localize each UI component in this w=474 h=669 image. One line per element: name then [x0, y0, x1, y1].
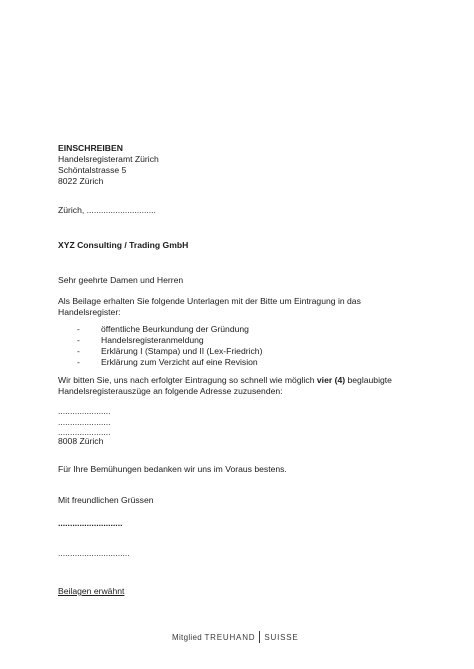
address-line-3: ...................... — [58, 427, 111, 437]
request-quantity: vier (4) — [316, 375, 346, 385]
list-dash: - — [77, 324, 80, 334]
recipient-city: 8022 Zürich — [58, 176, 104, 186]
intro-line-1: Als Beilage erhalten Sie folgende Unterlagen mit der Bitte um Eintragung in das — [58, 296, 361, 306]
registered-mail-label: EINSCHREIBEN — [58, 143, 123, 153]
enclosures-note: Beilagen erwähnt — [58, 586, 125, 596]
request-text-start: Wir bitten Sie, uns nach erfolgter Eintragung so schnell wie möglich — [58, 375, 317, 385]
thanks-line: Für Ihre Bemühungen bedanken wir uns im Voraus bestens. — [58, 464, 287, 474]
list-item-text: Erklärung I (Stampa) und II (Lex-Friedrich) — [101, 346, 263, 356]
request-line-1 — [58, 375, 392, 386]
footer-membership — [172, 631, 299, 643]
address-city: 8008 Zürich — [58, 436, 104, 446]
request-text-end: beglaubigte — [345, 375, 392, 385]
list-dash: - — [77, 357, 80, 367]
recipient-name: Handelsregisteramt Zürich — [58, 154, 159, 164]
recipient-street: Schöntalstrasse 5 — [58, 165, 127, 175]
intro-line-2: Handelsregister: — [58, 307, 121, 317]
footer-member-label: Mitglied — [172, 633, 202, 642]
list-item-text: öffentliche Beurkundung der Gründung — [101, 324, 249, 334]
salutation: Sehr geehrte Damen und Herren — [58, 275, 184, 285]
address-line-2: ...................... — [58, 417, 111, 427]
place-date-line: Zürich, ............................. — [58, 205, 156, 215]
footer-brand-left: TREUHAND — [204, 633, 256, 642]
list-item-text: Erklärung zum Verzicht auf eine Revision — [101, 357, 258, 367]
signature-line-2: .............................. — [58, 548, 130, 558]
signature-line-1: ........................... — [58, 518, 123, 528]
closing: Mit freundlichen Grüssen — [58, 495, 154, 505]
company-name: XYZ Consulting / Trading GmbH — [58, 240, 189, 250]
list-item-text: Handelsregisteranmeldung — [101, 335, 204, 345]
request-line-2: Handelsregisterauszüge an folgende Adresse zuzusenden: — [58, 386, 283, 396]
list-dash: - — [77, 335, 80, 345]
list-dash: - — [77, 346, 80, 356]
footer-divider — [259, 631, 260, 643]
address-line-1: ...................... — [58, 406, 111, 416]
footer-brand-right: SUISSE — [264, 633, 299, 642]
